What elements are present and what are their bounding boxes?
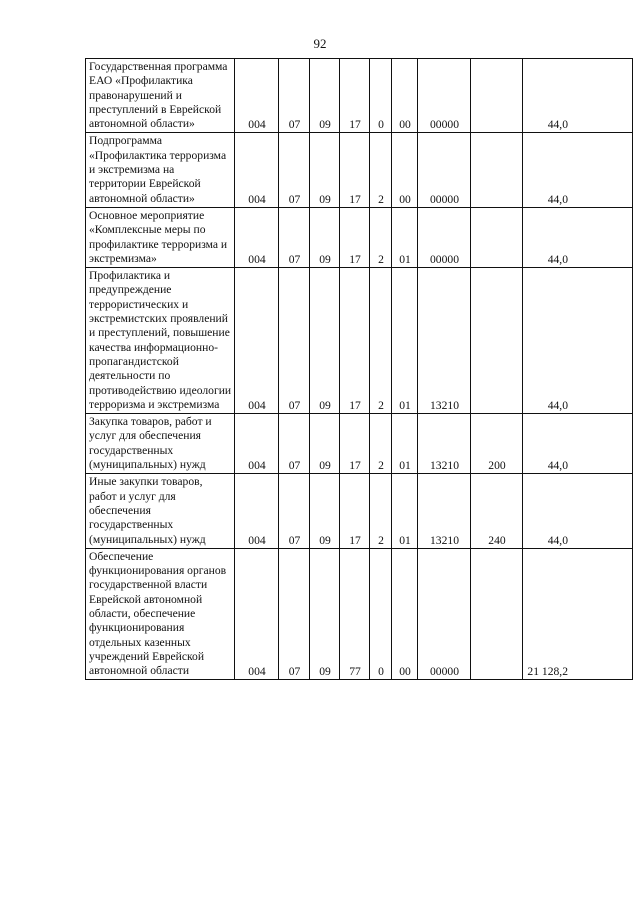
table-row [86,133,633,207]
cell-subsection: 09 [310,207,340,267]
cell-subprogram: 2 [370,414,392,474]
cell-expense-type [471,207,523,267]
cell-amount: 44,0 [523,133,633,207]
cell-event: 01 [392,414,418,474]
cell-subprogram: 0 [370,59,392,133]
cell-description: Иные закупки товаров, работ и услуг для обеспечения государственных (муниципальных) нужд [86,474,235,548]
cell-section: 07 [279,474,310,548]
cell-description: Подпрограмма «Профилактика терроризма и экстремизма на территории Еврейской автономной области» [86,133,235,207]
cell-expense-type [471,548,523,680]
budget-table [85,58,633,680]
cell-amount: 44,0 [523,268,633,414]
cell-event: 00 [392,548,418,680]
cell-amount: 44,0 [523,474,633,548]
cell-subsection: 09 [310,268,340,414]
cell-direction: 13210 [418,268,471,414]
cell-section: 07 [279,59,310,133]
cell-ministry: 004 [235,414,279,474]
cell-description: Основное мероприятие «Комплексные меры по профилактике терроризма и экстремизма» [86,207,235,267]
cell-event: 00 [392,133,418,207]
cell-direction: 13210 [418,474,471,548]
cell-program: 17 [340,133,370,207]
cell-event: 01 [392,268,418,414]
cell-direction: 00000 [418,59,471,133]
table-row [86,414,633,474]
cell-description: Обеспечение функционирования органов государственной власти Еврейской автономной области, обеспечение функционирования отдельных казенных учреждений Еврейской автономной области [86,548,235,680]
cell-direction: 00000 [418,133,471,207]
cell-subprogram: 2 [370,268,392,414]
cell-expense-type [471,59,523,133]
cell-section: 07 [279,414,310,474]
cell-section: 07 [279,133,310,207]
cell-expense-type: 200 [471,414,523,474]
table-row [86,548,633,680]
cell-ministry: 004 [235,268,279,414]
cell-subprogram: 0 [370,548,392,680]
page-number: 92 [313,36,327,51]
cell-ministry: 004 [235,474,279,548]
cell-amount: 44,0 [523,414,633,474]
table-row [86,207,633,267]
cell-amount: 44,0 [523,207,633,267]
cell-program: 17 [340,207,370,267]
cell-direction: 00000 [418,207,471,267]
table-row [86,474,633,548]
table-row [86,268,633,414]
cell-expense-type: 240 [471,474,523,548]
cell-event: 01 [392,474,418,548]
cell-expense-type [471,133,523,207]
cell-program: 17 [340,414,370,474]
cell-description: Закупка товаров, работ и услуг для обеспечения государственных (муниципальных) нужд [86,414,235,474]
cell-ministry: 004 [235,207,279,267]
cell-section: 07 [279,207,310,267]
cell-direction: 13210 [418,414,471,474]
cell-section: 07 [279,268,310,414]
cell-description: Государственная программа ЕАО «Профилактика правонарушений и преступлений в Еврейской автономной области» [86,59,235,133]
cell-ministry: 004 [235,59,279,133]
cell-amount: 21 128,2 [523,548,633,680]
cell-subprogram: 2 [370,207,392,267]
cell-subprogram: 2 [370,474,392,548]
cell-subsection: 09 [310,133,340,207]
cell-event: 01 [392,207,418,267]
table-row [86,59,633,133]
cell-subsection: 09 [310,474,340,548]
cell-amount: 44,0 [523,59,633,133]
cell-expense-type [471,268,523,414]
cell-program: 17 [340,59,370,133]
cell-subprogram: 2 [370,133,392,207]
cell-direction: 00000 [418,548,471,680]
cell-ministry: 004 [235,133,279,207]
cell-event: 00 [392,59,418,133]
cell-program: 77 [340,548,370,680]
cell-program: 17 [340,474,370,548]
cell-subsection: 09 [310,59,340,133]
cell-section: 07 [279,548,310,680]
cell-program: 17 [340,268,370,414]
cell-ministry: 004 [235,548,279,680]
cell-description: Профилактика и предупреждение террористических и экстремистских проявлений и преступлений, повышение качества информационно-пропагандистской деятельности по противодействию идеологии терроризма и экстремизма [86,268,235,414]
cell-subsection: 09 [310,548,340,680]
cell-subsection: 09 [310,414,340,474]
